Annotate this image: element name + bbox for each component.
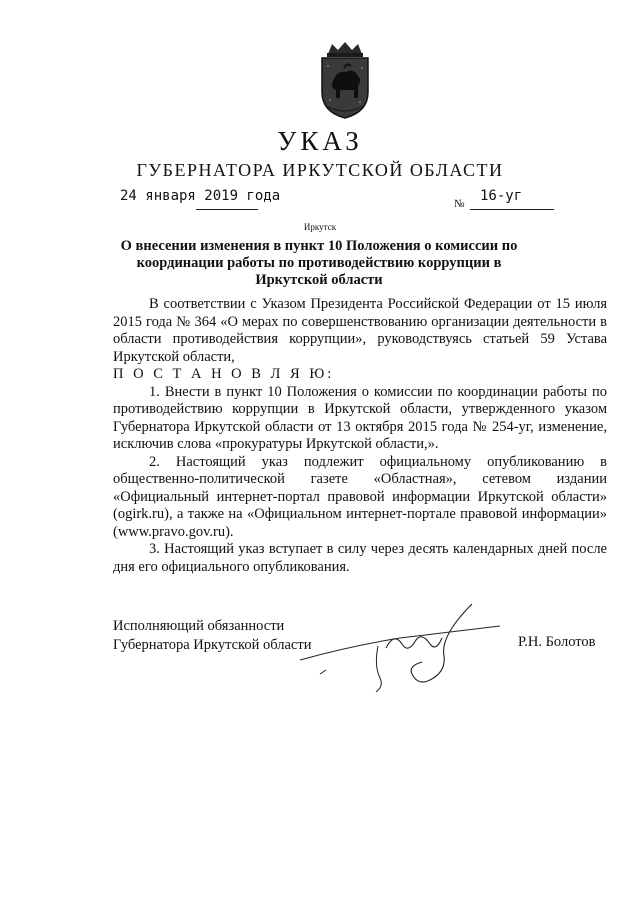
decree-body <box>113 296 607 576</box>
number-underline <box>470 209 554 210</box>
number-sign: № <box>454 198 465 210</box>
decree-number: 16-уг <box>480 188 523 204</box>
decree-word: П О С Т А Н О В Л Я Ю: <box>113 366 335 382</box>
decree-date: 24 января 2019 года <box>120 188 281 204</box>
decree-title: УКАЗ <box>277 126 363 156</box>
signatory-title <box>113 617 311 655</box>
decree-item: 1. Внести в пункт 10 Положения о комиссии по координации работы по противодействию коррупции в Иркутской области, утвержденного указом Губернатора Иркутской области от 13 октября 2015 года № 254-уг, изменение, исключив слова «прокуратуры Иркутской области,». <box>113 383 607 452</box>
decree-city: Иркутск <box>303 222 337 232</box>
decree-item: 3. Настоящий указ вступает в силу через десять календарных дней после дня его официального опубликования. <box>113 541 607 575</box>
decree-issuer: ГУБЕРНАТОРА ИРКУТСКОЙ ОБЛАСТИ <box>136 160 504 180</box>
preamble-paragraph: В соответствии с Указом Президента Российской Федерации от 15 июля 2015 года № 364 «О мерах по совершенствованию организации деятельности в области противодействия коррупции», руководствуясь статьей 59 Устава Иркутской области, <box>113 296 607 365</box>
signatory-title-line: Губернатора Иркутской области <box>113 637 312 653</box>
date-underline <box>196 209 258 210</box>
handwritten-signature <box>290 596 510 696</box>
signatory-name: Р.Н. Болотов <box>518 634 596 650</box>
coat-of-arms-icon <box>314 40 376 120</box>
decree-heading: О внесении изменения в пункт 10 Положения о комиссии по координации работы по противодействию коррупции в Иркутской области <box>120 238 518 288</box>
signatory-title-line: Исполняющий обязанности <box>113 618 285 634</box>
decree-item: 2. Настоящий указ подлежит официальному опубликованию в общественно-политической газете «Областная», сетевом издании «Официальный интернет-портал правовой информации Иркутской области» (ogirk.ru), а также на «Официальном интернет-портале правовой информации» (www.pravo.gov.ru). <box>113 453 607 540</box>
